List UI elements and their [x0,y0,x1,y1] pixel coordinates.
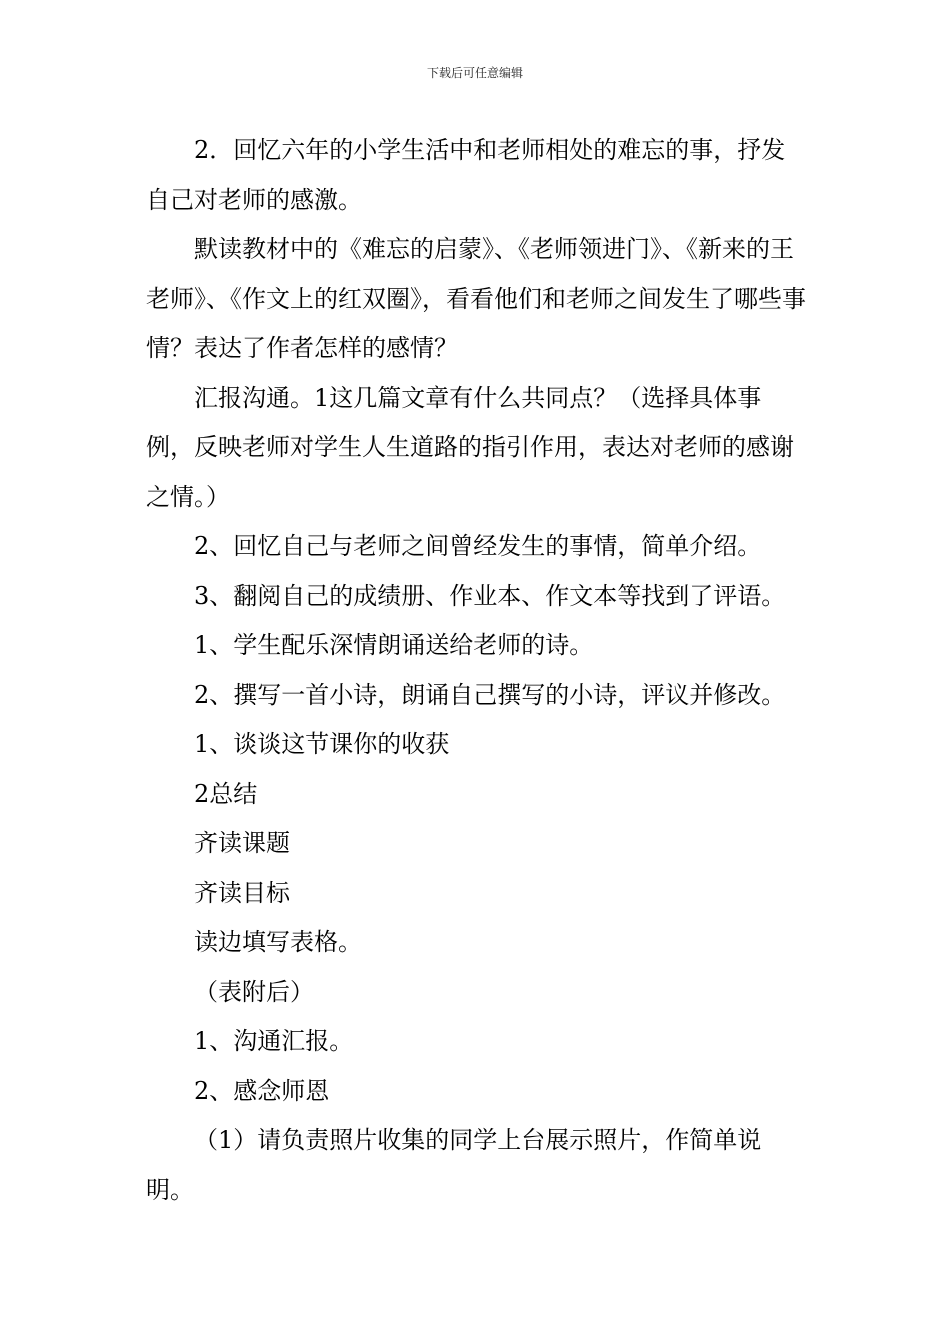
paragraph-12: 读边填写表格。 [194,928,362,956]
paragraph-13: （表附后） [194,977,314,1006]
paragraph-4: 2、回忆自己与老师之间曾经发生的事情，简单介绍。 [194,532,762,560]
paragraph-8: 1、谈谈这节课你的收获 [194,730,450,758]
paragraph-9: 2总结 [194,779,258,808]
paragraph-5: 3、翻阅自己的成绩册、作业本、作文本等找到了评语。 [194,581,786,610]
paragraph-16: （1）请负责照片收集的同学上台展示照片，作简单说明。 [146,1126,762,1204]
paragraph-15: 2、感念师恩 [194,1076,330,1105]
paragraph-10: 齐读课题 [194,829,290,857]
paragraph-14: 1、沟通汇报。 [194,1027,354,1055]
page-header: 下载后可任意编辑 [426,66,523,80]
paragraph-6: 1、学生配乐深情朗诵送给老师的诗。 [194,631,594,659]
paragraph-3: 汇报沟通。1这几篇文章有什么共同点？（选择具体事例，反映老师对学生人生道路的指引作用，表达对老师的感谢之情。） [146,383,794,511]
paragraph-1: 2．回忆六年的小学生活中和老师相处的难忘的事，抒发自己对老师的感激。 [146,136,786,214]
paragraph-11: 齐读目标 [194,878,290,907]
paragraph-7: 2、撰写一首小诗，朗诵自己撰写的小诗，评议并修改。 [194,680,786,709]
document-body [146,126,806,1215]
paragraph-2: 默读教材中的《难忘的启蒙》、《老师领进门》、《新来的王老师》、《作文上的红双圈》，看看他们和老师之间发生了哪些事情？表达了作者怎样的感情？ [146,235,806,362]
